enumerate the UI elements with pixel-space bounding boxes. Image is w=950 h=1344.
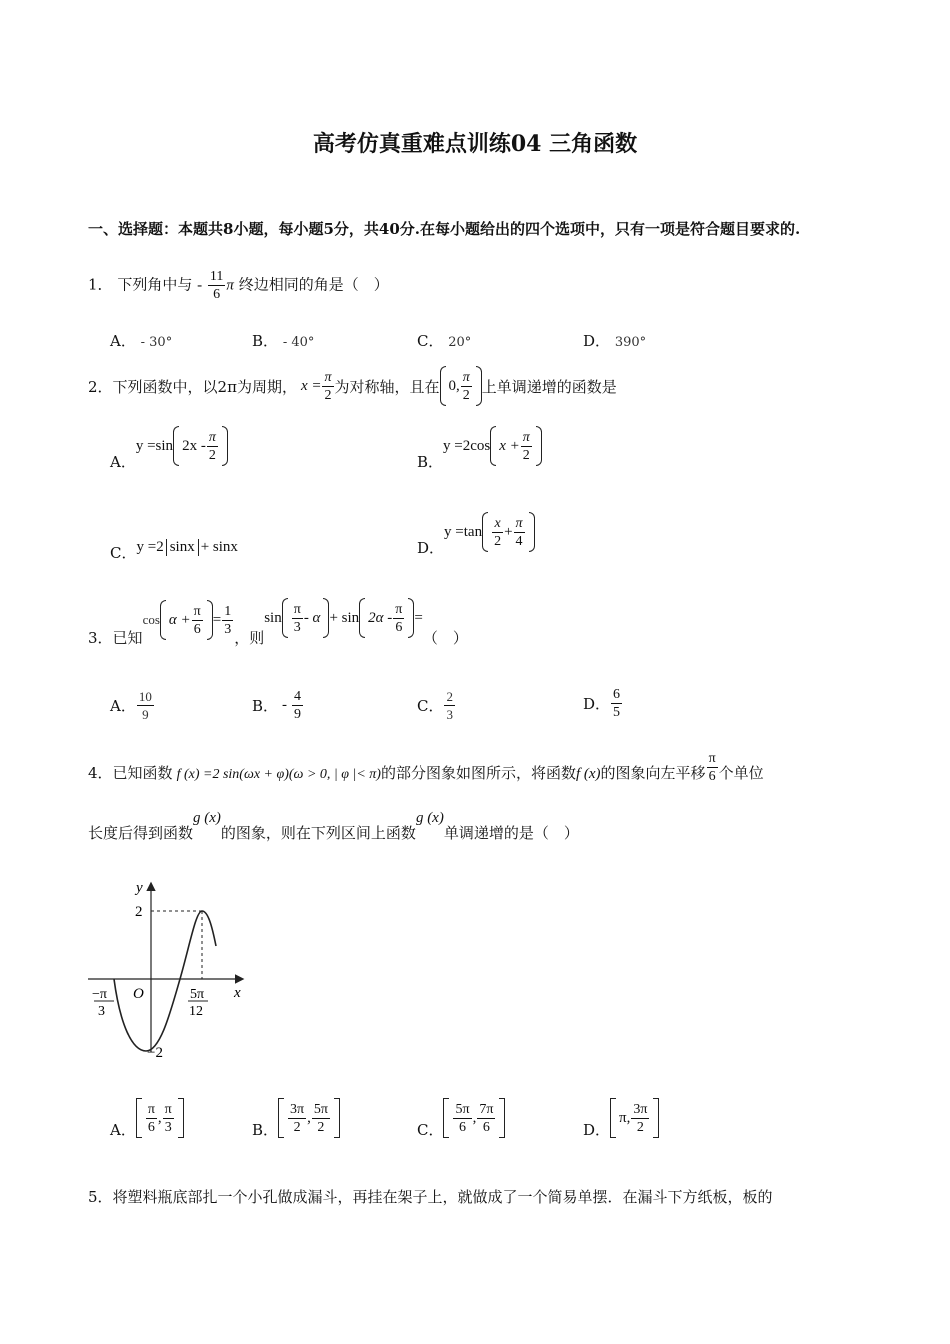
axis-equation: x =	[300, 377, 322, 394]
question-number: 3．	[88, 629, 113, 647]
option-c[interactable]: C． 20°	[417, 332, 472, 350]
question-text: 已知	[112, 629, 143, 647]
y-label: y	[136, 880, 143, 896]
question-text: 将塑料瓶底部扎一个小孔做成漏斗，再挂在架子上，就做成了一个简易单摆．在漏斗下方纸板，板的	[112, 1188, 773, 1206]
question-text: 为对称轴，且在	[334, 377, 440, 396]
question-text: 长度后得到函数	[88, 824, 194, 842]
question-text: 单调递增的是（ ）	[443, 824, 579, 842]
question-text: 已知函数	[112, 764, 173, 782]
interval: 0, $\frac{\pi}{2}$	[440, 366, 482, 406]
max-x-numerator: 5π	[190, 987, 205, 1002]
function-name: g (x)	[415, 810, 444, 826]
x-label: x	[234, 985, 241, 1001]
question-number: 4．	[88, 764, 113, 782]
fraction: $\frac{\pi}{2}$	[324, 369, 332, 403]
question-1	[88, 268, 389, 303]
option-a[interactable]: A． - 30°	[110, 332, 173, 350]
sign: -	[197, 277, 203, 294]
function-definition: f (x) =2 sin(ωx + φ)(ω > 0, | φ |< π)	[176, 767, 381, 782]
target-expression: sin $\frac{\pi}{3}$ - α + sin 2α - $\frac{\pi}{6}$ =	[264, 598, 423, 638]
question-number: 5．	[88, 1188, 113, 1206]
question-text: 下列角中与	[117, 275, 193, 294]
question-text: 上单调递增的函数是	[481, 377, 617, 396]
option-d[interactable]: D． $\frac{6}{5}$	[583, 687, 621, 720]
page-title: 高考仿真重难点训练04 三角函数	[312, 131, 638, 157]
question-text: ，则	[234, 629, 265, 647]
question-text: 个单位	[718, 764, 764, 782]
option-a[interactable]: A． $\frac{10}{9}$	[110, 689, 152, 722]
question-text: 的图象向左平移	[600, 764, 706, 782]
max-x-denominator: 12	[189, 1004, 203, 1019]
question-number: 2．	[88, 377, 113, 396]
question-text: 的部分图象如图所示，将函数	[380, 764, 576, 782]
question-text: 终边相同的角是（ ）	[238, 275, 389, 294]
min-label: −2	[147, 1045, 163, 1061]
given-equation: cos α + $\frac{\pi}{6}$ = $\frac{1}{3}$	[143, 600, 235, 640]
fraction: $\frac{\pi}{6}$	[708, 751, 716, 784]
option-b[interactable]: B． y =2cos x + $\frac{\pi}{2}$	[417, 426, 542, 474]
left-root-denominator: 3	[98, 1004, 105, 1019]
option-c[interactable]: C． $\frac{2}{3}$	[417, 689, 453, 722]
sine-curve	[114, 911, 216, 1051]
option-d[interactable]: D． 390°	[583, 332, 647, 350]
option-d[interactable]: D． π, $\frac{3\pi}{2}$	[583, 1098, 659, 1142]
option-c[interactable]: C． y =2 sinx + sinx	[110, 539, 238, 562]
question-text: 下列函数中，以2π为周期，	[112, 377, 297, 396]
max-label: 2	[135, 904, 143, 920]
function-name: g (x)	[193, 810, 221, 826]
left-root-numerator: −π	[92, 987, 107, 1002]
pi-symbol: π	[226, 277, 234, 294]
option-b[interactable]: B． - 40°	[252, 332, 315, 350]
question-5	[88, 1186, 773, 1207]
option-a[interactable]: A． $\frac{\pi}{6}$ , $\frac{\pi}{3}$	[110, 1098, 184, 1142]
option-c[interactable]: C． $\frac{5\pi}{6}$ , $\frac{7\pi}{6}$	[417, 1098, 505, 1142]
function-name: f (x)	[575, 766, 601, 782]
option-a[interactable]: A． y =sin 2x - $\frac{\pi}{2}$	[110, 426, 228, 474]
question-2	[88, 366, 617, 406]
fraction: $\frac{11}{6}$	[209, 269, 224, 302]
answer-blank: （ ）	[422, 629, 468, 647]
section-heading: 一、选择题：本题共8小题，每小题5分，共40分.在每小题给出的四个选项中，只有一项是符合题目要求的.	[88, 220, 801, 238]
question-4-line2	[88, 810, 579, 843]
option-d[interactable]: D． y =tan $\frac{x}{2}$ + $\frac{\pi}{4}$	[417, 512, 535, 560]
question-text: 的图象，则在下列区间上函数	[220, 824, 416, 842]
option-b[interactable]: B． - $\frac{4}{9}$	[252, 689, 302, 722]
function-graph	[84, 874, 254, 1064]
question-3	[88, 598, 468, 650]
question-4	[88, 750, 764, 785]
origin-label: O	[133, 986, 144, 1002]
question-number: 1．	[88, 275, 113, 294]
option-b[interactable]: B． $\frac{3\pi}{2}$ , $\frac{5\pi}{2}$	[252, 1098, 340, 1142]
